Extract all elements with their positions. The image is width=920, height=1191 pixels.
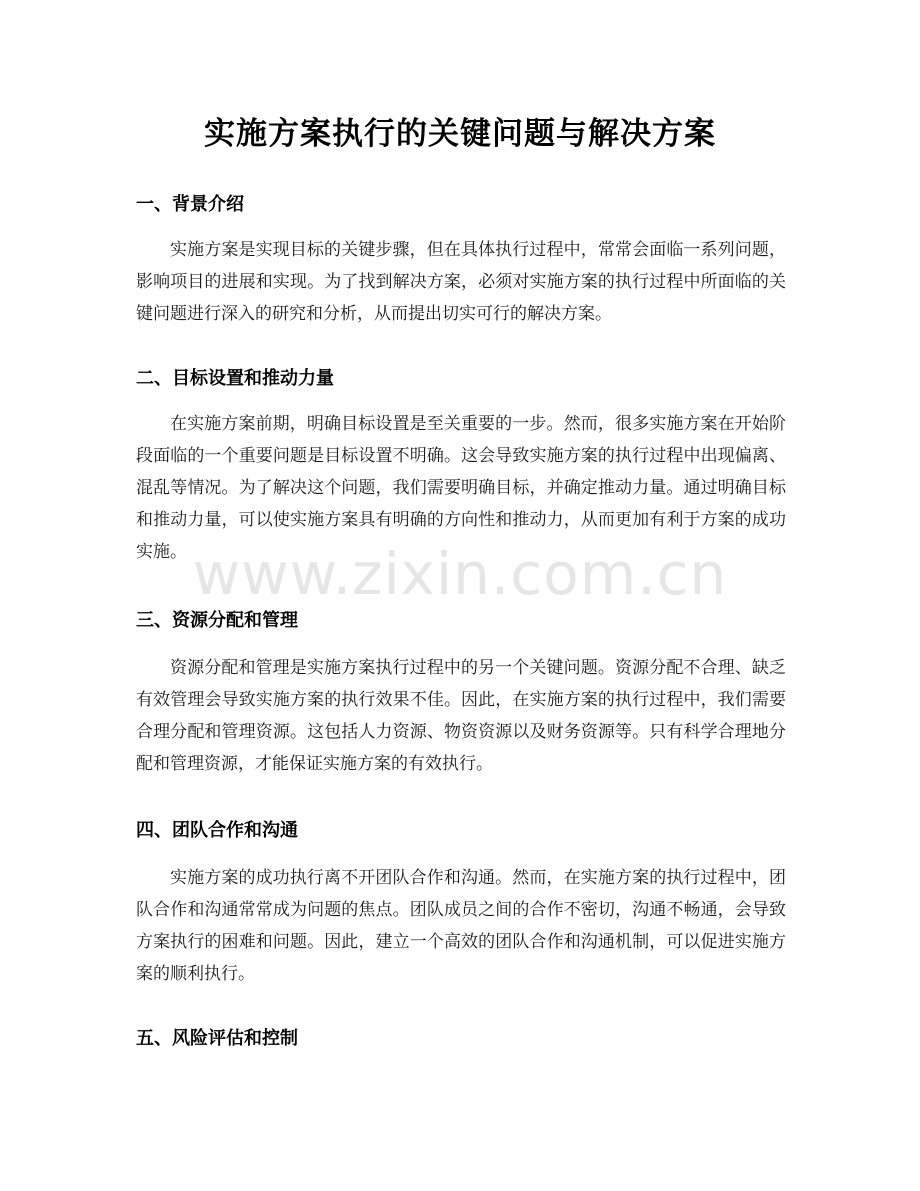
section-paragraph-background: 实施方案是实现目标的关键步骤，但在具体执行过程中，常常会面临一系列问题，影响项目的进展和实现。为了找到解决方案，必须对实施方案的执行过程中所面临的关键问题进行深入的研究和分析，从而提出切实可行的解决方案。 [136, 240, 786, 324]
section-paragraph-resources: 资源分配和管理是实施方案执行过程中的另一个关键问题。资源分配不合理、缺乏有效管理会导致实施方案的执行效果不佳。因此，在实施方案的执行过程中，我们需要合理分配和管理资源。这包括人力资源、物资资源以及财务资源等。只有科学合理地分配和管理资源，才能保证实施方案的有效执行。 [136, 658, 786, 774]
section-heading-teamwork: 四、团队合作和沟通 [136, 820, 298, 841]
section-heading-goals: 二、目标设置和推动力量 [136, 368, 334, 389]
section-heading-background: 一、背景介绍 [136, 194, 244, 215]
section-paragraph-teamwork: 实施方案的成功执行离不开团队合作和沟通。然而，在实施方案的执行过程中，团队合作和沟通常常成为问题的焦点。团队成员之间的合作不密切，沟通不畅通，会导致方案执行的困难和问题。因此，建立一个高效的团队合作和沟通机制，可以促进实施方案的顺利执行。 [136, 868, 786, 984]
document-title: 实施方案执行的关键问题与解决方案 [204, 116, 716, 152]
watermark: www.zixin.com.cn [192, 540, 728, 608]
section-heading-resources: 三、资源分配和管理 [136, 610, 298, 631]
section-paragraph-goals: 在实施方案前期，明确目标设置是至关重要的一步。然而，很多实施方案在开始阶段面临的一个重要问题是目标设置不明确。这会导致实施方案的执行过程中出现偏离、混乱等情况。为了解决这个问题，我们需要明确目标，并确定推动力量。通过明确目标和推动力量，可以使实施方案具有明确的方向性和推动力，从而更加有利于方案的成功实施。 [136, 414, 786, 562]
section-heading-risk: 五、风险评估和控制 [136, 1028, 298, 1049]
